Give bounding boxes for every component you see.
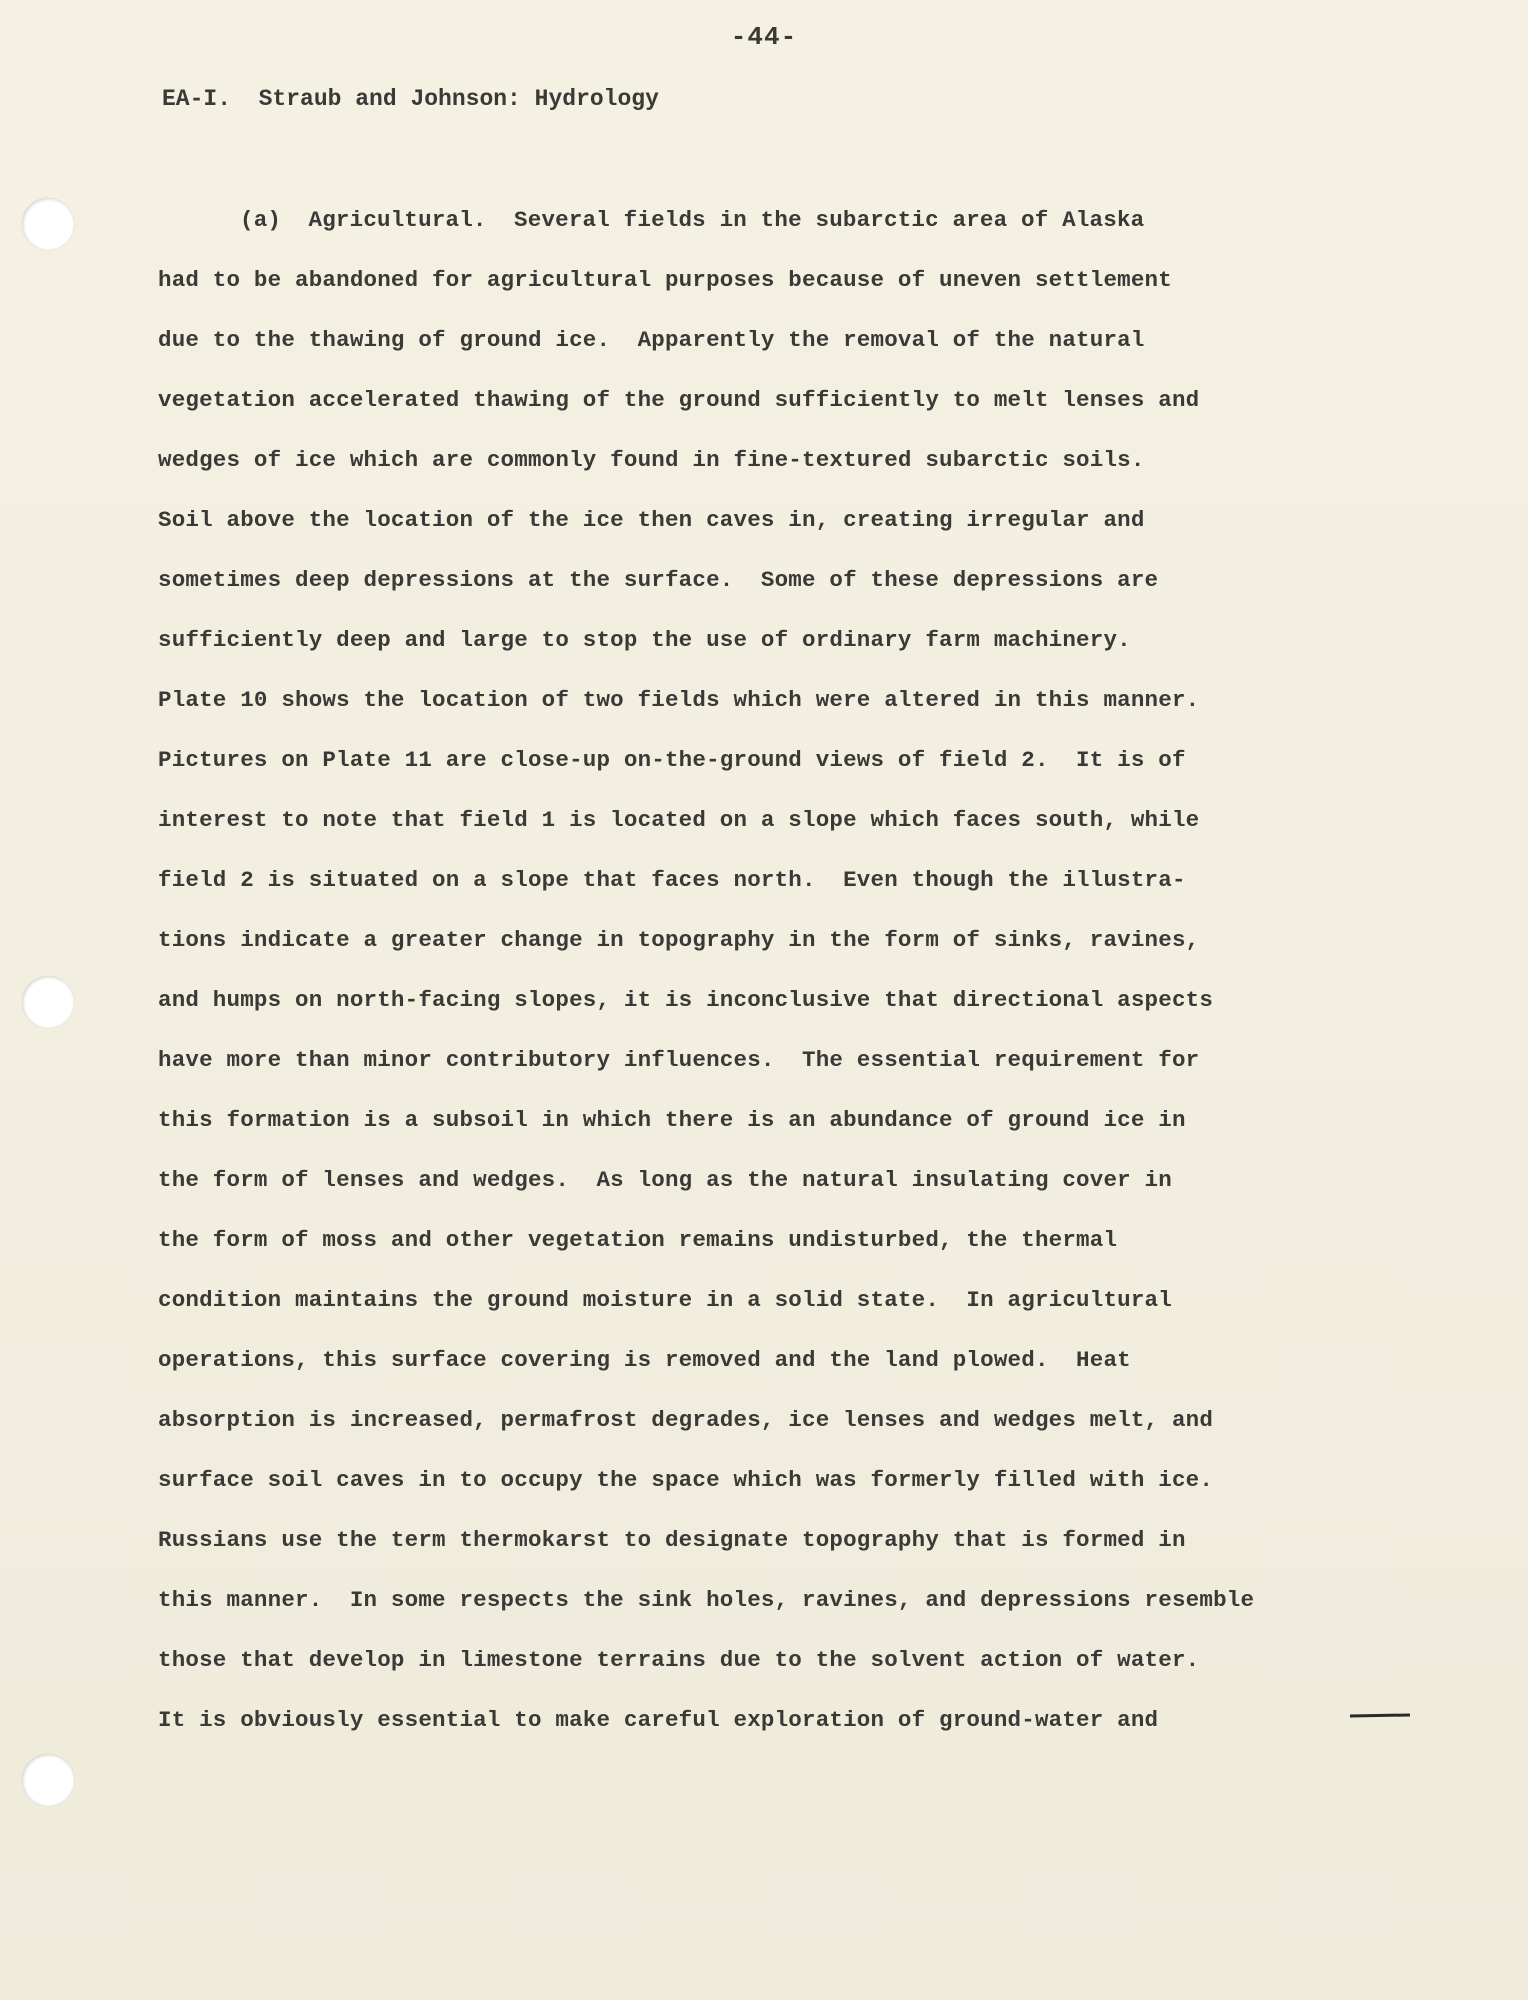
text-line: sometimes deep depressions at the surface. Some of these depressions are xyxy=(158,567,1159,593)
text-line: those that develop in limestone terrains due to the solvent action of water. xyxy=(158,1647,1200,1673)
text-line: the form of lenses and wedges. As long as the natural insulating cover in xyxy=(158,1167,1172,1193)
text-line: (a) Agricultural. Several fields in the subarctic area of Alaska xyxy=(240,207,1145,233)
binder-hole-middle xyxy=(22,976,74,1028)
text-line: sufficiently deep and large to stop the use of ordinary farm machinery. xyxy=(158,627,1131,653)
text-line: interest to note that field 1 is located on a slope which faces south, while xyxy=(158,807,1200,833)
text-line: operations, this surface covering is removed and the land plowed. Heat xyxy=(158,1347,1131,1373)
text-line: had to be abandoned for agricultural purposes because of uneven settlement xyxy=(158,267,1172,293)
document-header: EA-I. Straub and Johnson: Hydrology xyxy=(162,86,659,112)
text-line: the form of moss and other vegetation remains undisturbed, the thermal xyxy=(158,1227,1118,1253)
binder-hole-top xyxy=(22,198,74,250)
text-line: tions indicate a greater change in topography in the form of sinks, ravines, xyxy=(158,927,1200,953)
text-line: surface soil caves in to occupy the space which was formerly filled with ice. xyxy=(158,1467,1214,1493)
text-line: Russians use the term thermokarst to designate topography that is formed in xyxy=(158,1527,1186,1553)
text-line: this formation is a subsoil in which there is an abundance of ground ice in xyxy=(158,1107,1186,1133)
text-line: Plate 10 shows the location of two fields which were altered in this manner. xyxy=(158,687,1200,713)
text-line: wedges of ice which are commonly found in fine-textured subarctic soils. xyxy=(158,447,1145,473)
text-line: Soil above the location of the ice then caves in, creating irregular and xyxy=(158,507,1145,533)
page-number: -44- xyxy=(730,22,798,52)
text-line: have more than minor contributory influences. The essential requirement for xyxy=(158,1047,1200,1073)
text-line: field 2 is situated on a slope that faces north. Even though the illustra- xyxy=(158,867,1186,893)
text-line: and humps on north-facing slopes, it is inconclusive that directional aspects xyxy=(158,987,1214,1013)
text-line: this manner. In some respects the sink holes, ravines, and depressions resemble xyxy=(158,1587,1255,1613)
text-line: It is obviously essential to make careful exploration of ground-water and xyxy=(158,1707,1159,1733)
text-line: condition maintains the ground moisture in a solid state. In agricultural xyxy=(158,1287,1172,1313)
margin-dash-mark xyxy=(1350,1713,1410,1717)
text-line: Pictures on Plate 11 are close-up on-the-ground views of field 2. It is of xyxy=(158,747,1186,773)
binder-hole-bottom xyxy=(22,1754,74,1806)
text-line: absorption is increased, permafrost degrades, ice lenses and wedges melt, and xyxy=(158,1407,1214,1433)
body-paragraph xyxy=(158,205,1388,1765)
text-line: due to the thawing of ground ice. Apparently the removal of the natural xyxy=(158,327,1145,353)
text-line: vegetation accelerated thawing of the ground sufficiently to melt lenses and xyxy=(158,387,1200,413)
